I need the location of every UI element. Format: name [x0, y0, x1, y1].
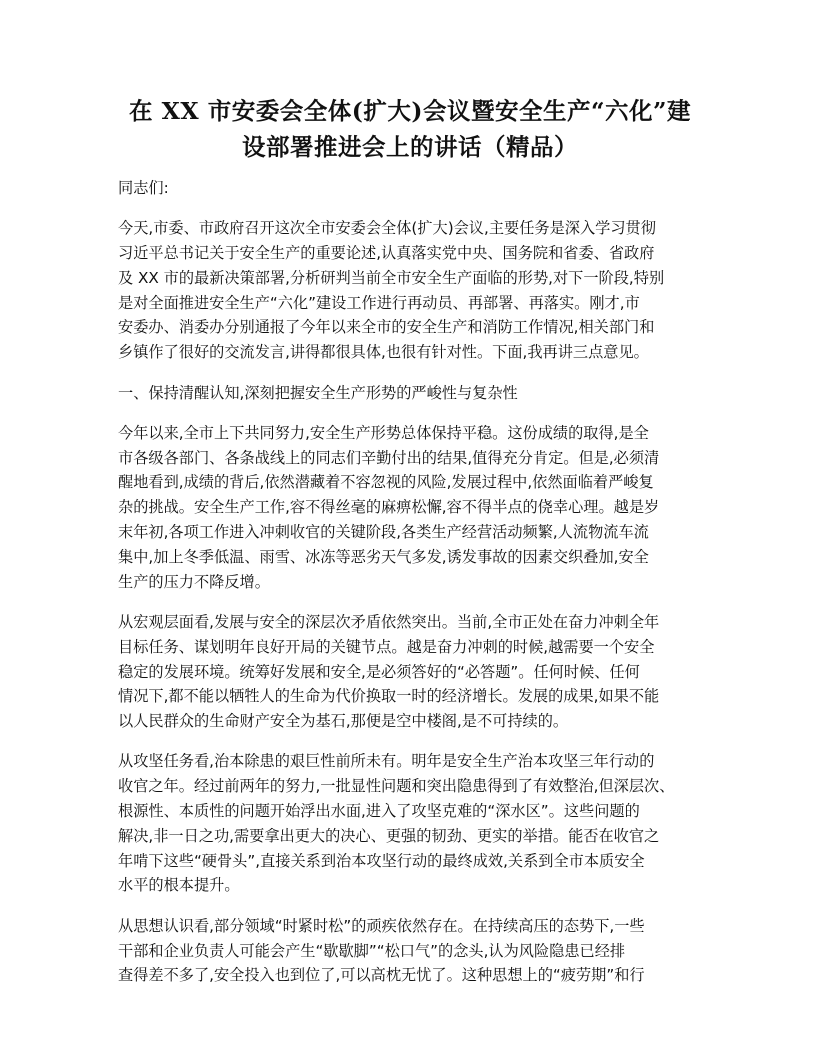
- text-line: 水平的根本提升。: [118, 876, 240, 895]
- paragraph: [118, 216, 718, 365]
- text-line: 末年初,各项工作进入冲刺收官的关键阶段,各类生产经营活动频繁,人流物流车流: [118, 523, 649, 542]
- text-line: 根源性、本质性的问题开始浮出水面,进入了攻坚克难的“深水区”。这些问题的: [118, 802, 640, 821]
- text-line: 从思想认识看,部分领域“时紧时松”的顽疾依然存在。在持续高压的态势下,一些: [118, 916, 645, 935]
- paragraph: [118, 749, 718, 898]
- text-line: 同志们:: [118, 179, 169, 197]
- title-line-2: 设部署推进会上的讲话（精品）: [242, 133, 578, 161]
- paragraph: [118, 914, 718, 988]
- text-line: 稳定的发展环境。统筹好发展和安全,是必须答好的“必答题”。任何时候、任何: [118, 662, 640, 681]
- text-line: 今年以来,全市上下共同努力,安全生产形势总体保持平稳。这份成绩的取得,是全: [118, 423, 649, 442]
- document-body: [118, 176, 718, 1004]
- text-line: 安委办、消委办分别通报了今年以来全市的安全生产和消防工作情况,相关部门和: [118, 318, 655, 337]
- paragraph: [118, 610, 718, 734]
- text-line: 乡镇作了很好的交流发言,讲得都很具体,也很有针对性。下面,我再讲三点意见。: [118, 343, 649, 362]
- text-line: 市各级各部门、各条战线上的同志们辛勤付出的结果,值得充分肯定。但是,必须清: [118, 448, 660, 467]
- text-line: 生产的压力不降反增。: [118, 572, 270, 591]
- text-line: 杂的挑战。安全生产工作,容不得丝毫的麻痹松懈,容不得半点的侥幸心理。越是岁: [118, 498, 660, 517]
- text-line: 以人民群众的生命财产安全为基石,那便是空中楼阁,是不可持续的。: [118, 712, 569, 731]
- text-line: 情况下,都不能以牺牲人的生命为代价换取一时的经济增长。发展的成果,如果不能: [118, 687, 660, 706]
- text-line: 是对全面推进安全生产“六化”建设工作进行再动员、再部署、再落实。刚才,市: [118, 293, 640, 312]
- paragraph: [118, 421, 718, 595]
- title-line-1: 在 XX 市安委会全体(扩大)会议暨安全生产“六化”建: [128, 97, 692, 125]
- text-line: 从宏观层面看,发展与安全的深层次矛盾依然突出。当前,全市正处在奋力冲刺全年: [118, 612, 660, 631]
- salutation: [118, 176, 718, 201]
- text-line: 醒地看到,成绩的背后,依然潜藏着不容忽视的风险,发展过程中,依然面临着严峻复: [118, 473, 654, 492]
- text-line: 一、保持清醒认知,深刻把握安全生产形势的严峻性与复杂性: [118, 383, 518, 402]
- text-line: 收官之年。经过前两年的努力,一批显性问题和突出隐患得到了有效整治,但深层次、: [118, 777, 675, 796]
- text-line: 目标任务、谋划明年良好开局的关键节点。越是奋力冲刺的时候,越需要一个安全: [118, 637, 655, 656]
- text-line: 查得差不多了,安全投入也到位了,可以高枕无忧了。这种思想上的“疲劳期”和行: [118, 966, 645, 985]
- text-line: 年啃下这些“硬骨头”,直接关系到治本攻坚行动的最终成效,关系到全市本质安全: [118, 851, 645, 870]
- text-line: 从攻坚任务看,治本除患的艰巨性前所未有。明年是安全生产治本攻坚三年行动的: [118, 752, 655, 771]
- text-line: 干部和企业负责人可能会产生“歇歇脚”“松口气”的念头,认为风险隐患已经排: [118, 941, 626, 960]
- text-line: 及 XX 市的最新决策部署,分析研判当前全市安全生产面临的形势,对下一阶段,特别: [118, 268, 665, 287]
- document-title: [100, 93, 720, 165]
- section-heading: [118, 381, 718, 406]
- text-line: 习近平总书记关于安全生产的重要论述,认真落实党中央、国务院和省委、省政府: [118, 244, 655, 263]
- text-line: 解决,非一日之功,需要拿出更大的决心、更强的韧劲、更实的举措。能否在收官之: [118, 826, 660, 845]
- text-line: 集中,加上冬季低温、雨雪、冰冻等恶劣天气多发,诱发事故的因素交织叠加,安全: [118, 547, 649, 566]
- text-line: 今天,市委、市政府召开这次全市安委会全体(扩大)会议,主要任务是深入学习贯彻: [118, 219, 656, 238]
